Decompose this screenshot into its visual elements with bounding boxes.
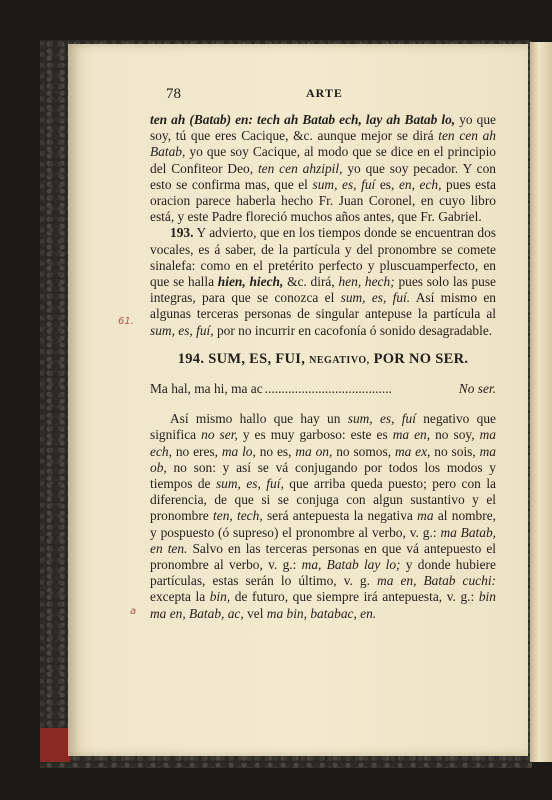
text-run: Así mismo en algunas terceras personas de singular antepuse la partícula al bbox=[150, 290, 496, 322]
text-run: negativo que significa bbox=[150, 411, 496, 443]
text-run: vel bbox=[247, 605, 264, 621]
text-run: no sois, bbox=[434, 443, 476, 459]
text-run: ten ah (Batab) en: tech ah Batab ech, lay ah Batab lo, bbox=[150, 112, 456, 127]
red-ribbon bbox=[40, 728, 70, 762]
text-run: Así mismo hallo que hay un bbox=[170, 411, 341, 427]
text-run: ten cen ahzipil, bbox=[257, 160, 343, 176]
text-run: ten, tech, bbox=[213, 508, 263, 524]
text-run: ma ob, bbox=[150, 443, 496, 475]
next-page-edge bbox=[530, 42, 552, 762]
text-run: sum, es, fuí, bbox=[150, 322, 214, 338]
section-heading-194 bbox=[150, 351, 496, 369]
text-run: ma en, Batab cuchi: bbox=[377, 573, 496, 589]
text-run: no somos, bbox=[336, 443, 392, 459]
text-run: por no incurrir en cacofonía ó sonido desagradable. bbox=[216, 322, 493, 338]
page-number: 78 bbox=[166, 86, 181, 102]
text-run: en, ech, bbox=[398, 176, 442, 192]
text-run: ma Batab, en ten. bbox=[150, 524, 497, 556]
text-run: ma ech, bbox=[150, 427, 496, 459]
paradigm-line bbox=[150, 381, 496, 397]
text-run: no eres, bbox=[175, 443, 218, 459]
margin-note-a: a bbox=[130, 606, 137, 617]
emphasis bbox=[218, 274, 284, 289]
text-run: ten cen ah Batab, bbox=[150, 128, 496, 160]
text-run: hien, hiech, bbox=[217, 274, 284, 290]
text-run: sum, es, fuí bbox=[312, 176, 376, 192]
text-run: es, bbox=[379, 176, 395, 192]
text-run: no ser, bbox=[201, 427, 238, 443]
text-run: ma on, bbox=[295, 443, 333, 459]
text-run: SUM, ES, FUI, bbox=[208, 350, 306, 367]
text-run: sum, es, fuí bbox=[347, 411, 416, 427]
text-run: pues solo las puse integras, para que se conozca el bbox=[150, 274, 496, 306]
text-run: será antepuesta la negativa bbox=[266, 508, 413, 524]
text-run: ma lo, bbox=[221, 443, 256, 459]
paragraph-193 bbox=[150, 225, 496, 338]
text-run: de futuro, que siempre irá antepuesta, v. g.: bbox=[234, 589, 475, 605]
text-run: ma bin, batabac, en. bbox=[266, 605, 377, 621]
text-run: al nombre, y pospuesto (ó supreso) el pronombre al verbo, v. g.: bbox=[150, 508, 496, 540]
text-run: NEGATIVO, bbox=[309, 354, 370, 366]
text-run: bin, bbox=[209, 589, 231, 605]
text-run: No ser. bbox=[458, 381, 496, 397]
text-run: Ma hal, ma hi, ma ac bbox=[150, 381, 263, 397]
text-run: ma en, bbox=[392, 427, 431, 443]
text-run: yo que soy Cacique, al modo que se dice en el principio del Confiteor Deo, bbox=[150, 144, 496, 176]
text-run: pues esta oracion parece haberla hecho Fr. Juan Coronel, en cuyo libro está, y este Padre floreció muchos años antes, que Fr. Gabriel. bbox=[150, 176, 496, 225]
text-run: y donde hubiere partículas, estas serán lo último, v. g. bbox=[150, 557, 496, 589]
text-run: ma, Batab lay lo; bbox=[301, 557, 401, 573]
text-run: &c. dirá, bbox=[287, 274, 335, 290]
paragraph-194 bbox=[150, 411, 496, 622]
page-body bbox=[150, 112, 496, 622]
text-run: y es muy garboso: este es bbox=[242, 427, 388, 443]
emphasis bbox=[150, 112, 455, 127]
text-run: excepta la bbox=[150, 589, 206, 605]
text-run: 193. bbox=[170, 225, 194, 241]
text-run: Y advierto, que en los tiempos donde se encuentran dos vocales, es á saber, de la partícula y del pronombre se comete sinalefa: como en el pretérito perfecto y pluscuamperfecto, en que se halla bbox=[150, 225, 496, 290]
text-run: bin ma en, Batab, ac, bbox=[150, 589, 496, 621]
text-run: yo que soy, tú que eres Cacique, &c. aunque mejor se dirá bbox=[150, 112, 496, 144]
text-run: POR NO SER. bbox=[373, 350, 469, 367]
text-run: hen, hech; bbox=[338, 274, 395, 290]
text-run: sum, es, fuí. bbox=[340, 290, 411, 306]
paragraph-192-continued bbox=[150, 112, 496, 225]
margin-note-61: 61. bbox=[118, 316, 134, 327]
text-run: ma bbox=[417, 508, 434, 524]
text-run: sum, es, fuí, bbox=[215, 476, 284, 492]
text-run: ma ex, bbox=[394, 443, 431, 459]
text-run: 194. bbox=[177, 350, 205, 367]
text-run: Salvo en las terceras personas en que vá antepuesto el pronombre al verbo, v. g.: bbox=[150, 540, 496, 573]
text-run: no es, bbox=[259, 443, 292, 459]
running-title: ARTE bbox=[306, 86, 343, 100]
text-run: yo que soy pecador. Y con esto se confirma mas, que el bbox=[150, 160, 496, 192]
text-run: que arriba queda puesto; pero con la diferencia, de que si se conjuga con algun sustantivo y el pronombre bbox=[150, 476, 496, 524]
text-run: no soy, bbox=[435, 427, 475, 443]
text-run: no son: y así se vá conjugando por todos los modos y tiempos de bbox=[150, 459, 496, 492]
page-header bbox=[166, 86, 496, 106]
text-run: ...................................... bbox=[264, 381, 392, 397]
